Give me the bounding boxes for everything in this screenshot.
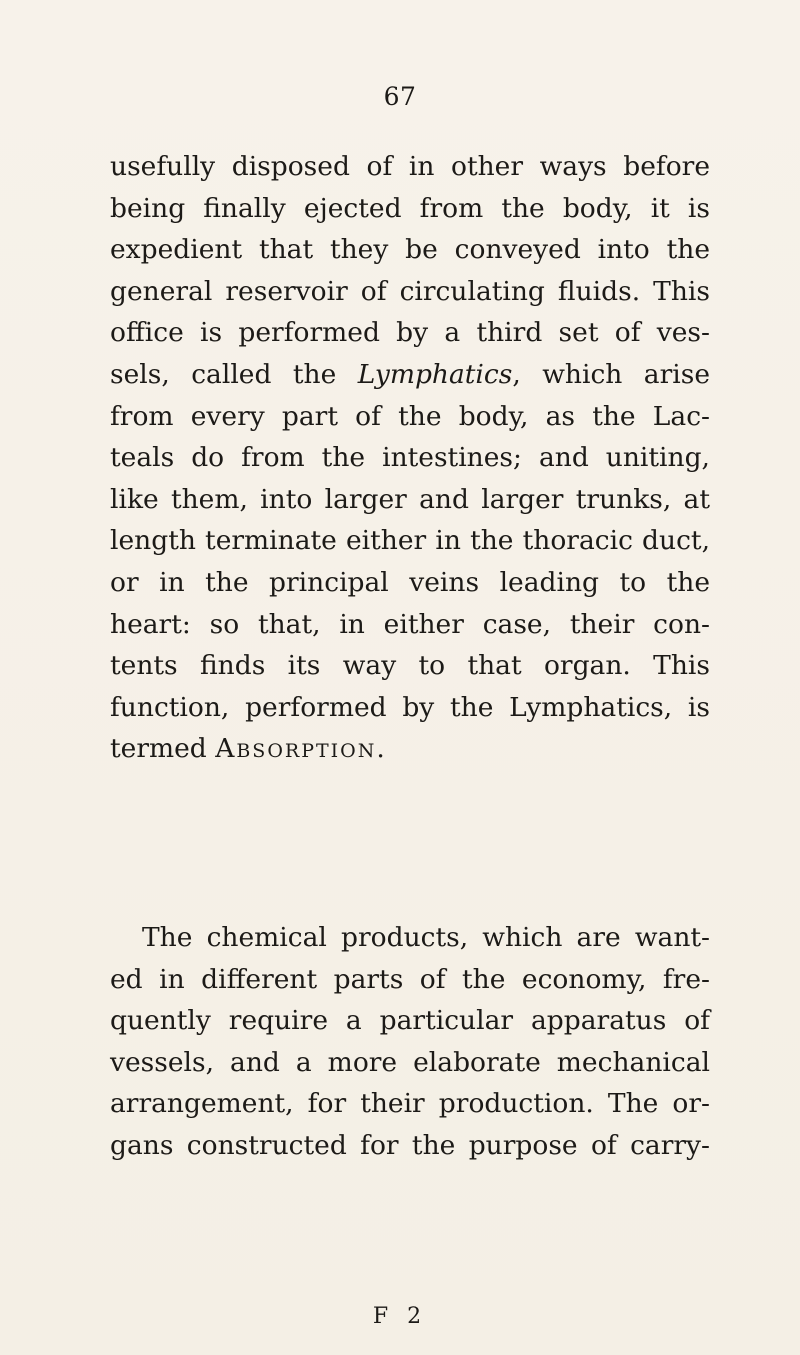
text-line: tents finds its way to that organ. This: [110, 650, 710, 682]
text-line: quently require a particular apparatus of: [110, 1005, 710, 1037]
text-line: office is performed by a third set of ves-: [110, 317, 710, 349]
text-line: length terminate either in the thoracic duct,: [110, 525, 710, 557]
text-run: sels, called the: [110, 358, 358, 390]
text-line: from every part of the body, as the Lac-: [110, 400, 710, 432]
paragraph-lymphatics: [110, 146, 710, 770]
text-line: heart: so that, in either case, their con-: [110, 608, 710, 640]
text-line: [110, 728, 710, 770]
text-line: or in the principal veins leading to the: [110, 566, 710, 598]
italic-term-lymphatics: Lymphatics: [357, 358, 513, 390]
text-run: termed: [110, 733, 216, 765]
signature-mark: F 2: [372, 1304, 428, 1329]
text-line: function, performed by the Lymphatics, is: [110, 691, 710, 723]
text-line: The chemical products, which are want-: [142, 922, 710, 953]
text-line: vessels, and a more elaborate mechanical: [110, 1046, 710, 1078]
text-line: teals do from the intestines; and uniting,: [110, 442, 710, 474]
text-line: general reservoir of circulating fluids. This: [110, 275, 710, 307]
small-caps-term-absorption: Absorption: [215, 733, 377, 765]
text-line: like them, into larger and larger trunks, at: [110, 483, 710, 515]
page-number: 67: [383, 82, 417, 111]
text-line: gans constructed for the purpose of carry-: [110, 1129, 710, 1161]
text-line: arrangement, for their production. The or-: [110, 1088, 710, 1120]
paragraph-chemical-products: [110, 917, 710, 1167]
text-run: , which arise: [512, 358, 711, 390]
text-line: usefully disposed of in other ways before: [110, 151, 710, 182]
text-run: .: [376, 733, 385, 765]
text-line: being finally ejected from the body, it is: [110, 192, 710, 224]
text-line: ed in different parts of the economy, fre-: [110, 963, 710, 995]
text-line: expedient that they be conveyed into the: [110, 234, 710, 266]
text-line: [110, 354, 710, 396]
